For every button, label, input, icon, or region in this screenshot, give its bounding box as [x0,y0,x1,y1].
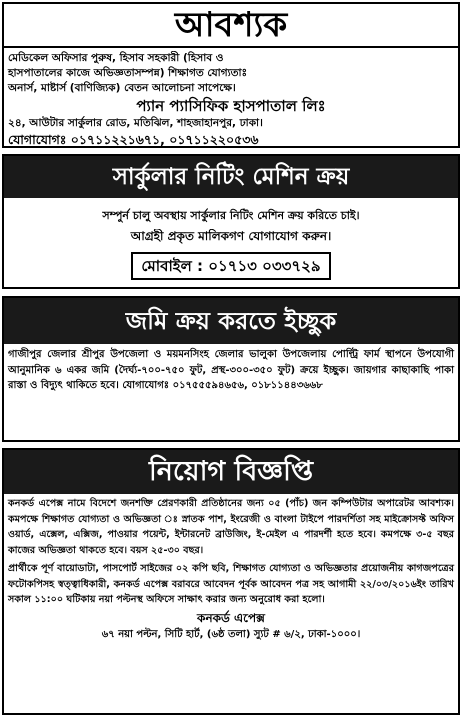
ad1-address: ২৪, আউটার সার্কুলার রোড, মতিঝিল, শাহজাহানপুর, ঢাকা। [8,117,263,129]
ad4-org: কনকর্ড এপেক্স [197,610,265,625]
ad-knitting-machine [2,154,460,289]
ad-land-purchase [2,296,460,442]
ad2-mobile: মোবাইল : ০১৭১৩ ০৩৩৭২৯ [131,252,330,280]
ad2-line-2: আগ্রহী প্রকৃত মালিকগণ যোগাযোগ করুন। [130,229,332,243]
ad1-line-1: মেডিকেল অফিসার পুরুষ, হিসাব সহকারী (হিসাব ও [8,52,224,64]
ad1-hospital-name: প্যান প্যাসিফিক হাসপাতাল লিঃ [136,97,326,115]
ad3-body: গাজীপুর জেলার শ্রীপুর উপজেলা ও ময়মনসিংহ জেলার ভালুকা উপজেলায় পোল্ট্রি ফার্ম স্থাপনে উপযোগী আনুমানিক ৬ একর জমি (দৈর্ঘ্য-৭০০-৭৫০ ফুট, প্রস্থ-৩০০-৩৫০ ফুট) ক্রয়ে ইচ্ছুক। জায়গার কাছাকাছি পাকা রাস্তা ও বিদ্যুৎ থাকিতে হবে। যোগাযোগঃ ০১৭৫৫৫৯৪৬৫৬, ০১৮১১৪৪৩৬৬৮ [8,349,454,391]
ad3-title: জমি ক্রয় করতে ইচ্ছুক [4,298,458,344]
ad2-line-1: সম্পুর্ন চালু অবস্থায় সার্কুলার নিটিং মেশিন ক্রয় করিতে চাই। [102,209,360,222]
ad1-line-2: হাসপাতালের কাজে অভিজ্ঞতাসম্পন্ন) শিক্ষাগত যোগ্যতাঃ [8,67,248,79]
ad4-para-1: কনকর্ড এপেক্স নামে বিদেশে জনশক্তি প্রেরণকারী প্রতিষ্ঠানের জন্য ০৫ (পাঁচ) জন কম্পিউটার অপারেটর আবশ্যক। কমপক্ষে শিক্ষাগত যোগ্যতা ও অভিজ্ঞতা ঃ স্নাতক পাশ, ইংরেজী ও বাংলা টাইপে পারদর্শিতা সহ মাইক্রোসফ্ট অফিস ওয়ার্ড, এক্সেল, এক্সিজ, পাওয়ার পয়েন্ট, ইন্টারনেট ব্রাউজিং, ই-মেইল এ পারদর্শী হতে হবে। কমপক্ষে ৩-৫ বছর কাজের অভিজ্ঞতা থাকতে হবে। বয়স ২৫-৩০ বছর। [8,498,454,556]
ad1-contact: যোগাযোগঃ ০১৭১১২২১৬৭১, ০১৭১১২২০৫৩৬ [8,132,259,147]
ad2-title: সার্কুলার নিটিং মেশিন ক্রয় [4,156,458,198]
ad-medical-officer [2,2,460,148]
ad1-line-3: অনার্স, মাষ্টার্স (বাণিজ্যিক) বেতন আলোচনা সাপেক্ষে। [8,82,236,94]
ad4-address: ৬৭ নয়া পল্টন, সিটি হার্ট, (৬ষ্ঠ তলা) স্যুট # ৬/২, ঢাকা-১০০০। [101,628,361,640]
ad-job-notice [2,448,460,715]
ad1-title: আবশ্যক [4,4,458,48]
ad4-title: নিয়োগ বিজ্ঞপ্তি [4,450,458,494]
ad4-para-2: প্রার্থীকে পূর্ণ বায়োডাটা, পাসপোর্ট সাইজের ০২ কপি ছবি, শিক্ষাগত যোগ্যতা ও অভিজ্ঞতার প্রয়োজনীয় কাগজপত্রের ফটোকপিসহ স্বত্ত্বাধিকারী, কনকর্ড এপেক্স বরাবরে আবেদন পূর্বক আবেদন পত্র সহ আগামী ২২/০৩/২০১৬ইং তারিখ সকাল ১১:০০ ঘটিকায় নয়া পল্টনস্থ অফিসে সাক্ষাৎ করার জন্য অনুরোধ করা হলো। [8,563,454,605]
